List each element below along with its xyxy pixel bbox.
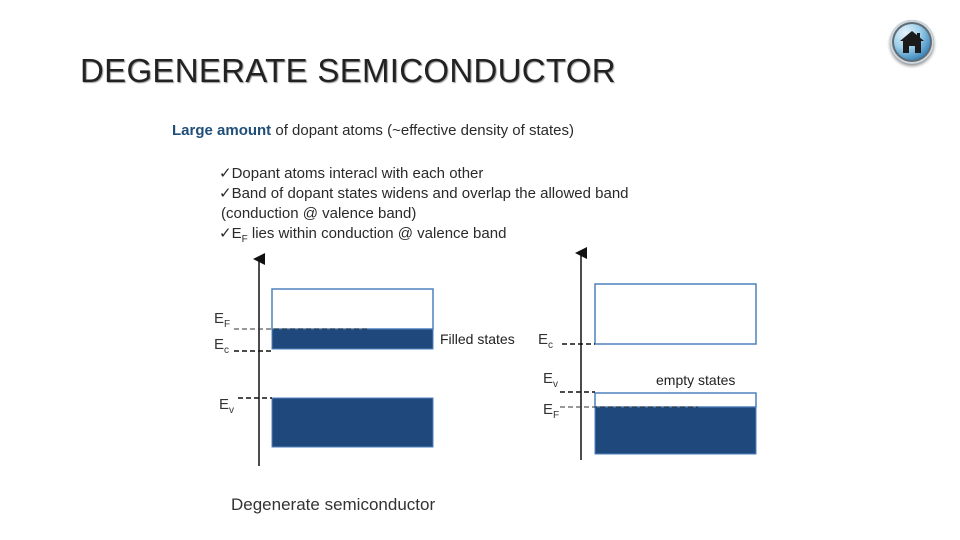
right-valence-band-filled — [595, 407, 756, 454]
check-icon: ✓ — [219, 185, 232, 202]
left-ec-label: $E_c$ — [214, 336, 230, 356]
slide-title: DEGENERATE SEMICONDUCTOR — [80, 52, 616, 89]
check-icon: ✓ — [219, 225, 232, 242]
diagram-caption: Degenerate semiconductor — [231, 495, 436, 514]
left-conduction-band-filled — [272, 329, 433, 349]
bullet-item: ✓Dopant atoms interacl with each other — [219, 165, 484, 182]
right-valence-band-empty — [595, 393, 756, 407]
intro-rest: of dopant atoms (~effective density of states) — [271, 122, 574, 139]
right-conduction-band — [595, 284, 756, 344]
intro-highlight: Large amount — [172, 122, 272, 139]
left-conduction-band-empty — [272, 289, 433, 329]
left-ev-label: $E_v$ — [219, 396, 235, 416]
left-valence-band — [272, 398, 433, 447]
left-ef-label: $E_F$ — [214, 310, 231, 330]
bullet-item: $✓E_F$ lies within conduction @ valence band — [219, 225, 507, 245]
bullet-item: ✓Band of dopant states widens and overlap the allowed band — [219, 185, 629, 202]
check-icon: ✓ — [219, 165, 232, 182]
bullet-continuation: (conduction @ valence band) — [221, 205, 417, 222]
empty-states-note: empty states — [656, 372, 736, 388]
filled-states-note: Filled states — [440, 331, 515, 347]
right-ev-label: $E_v$ — [543, 370, 559, 390]
right-ec-label: $E_c$ — [538, 331, 554, 351]
right-ef-label: $E_F$ — [543, 401, 560, 421]
